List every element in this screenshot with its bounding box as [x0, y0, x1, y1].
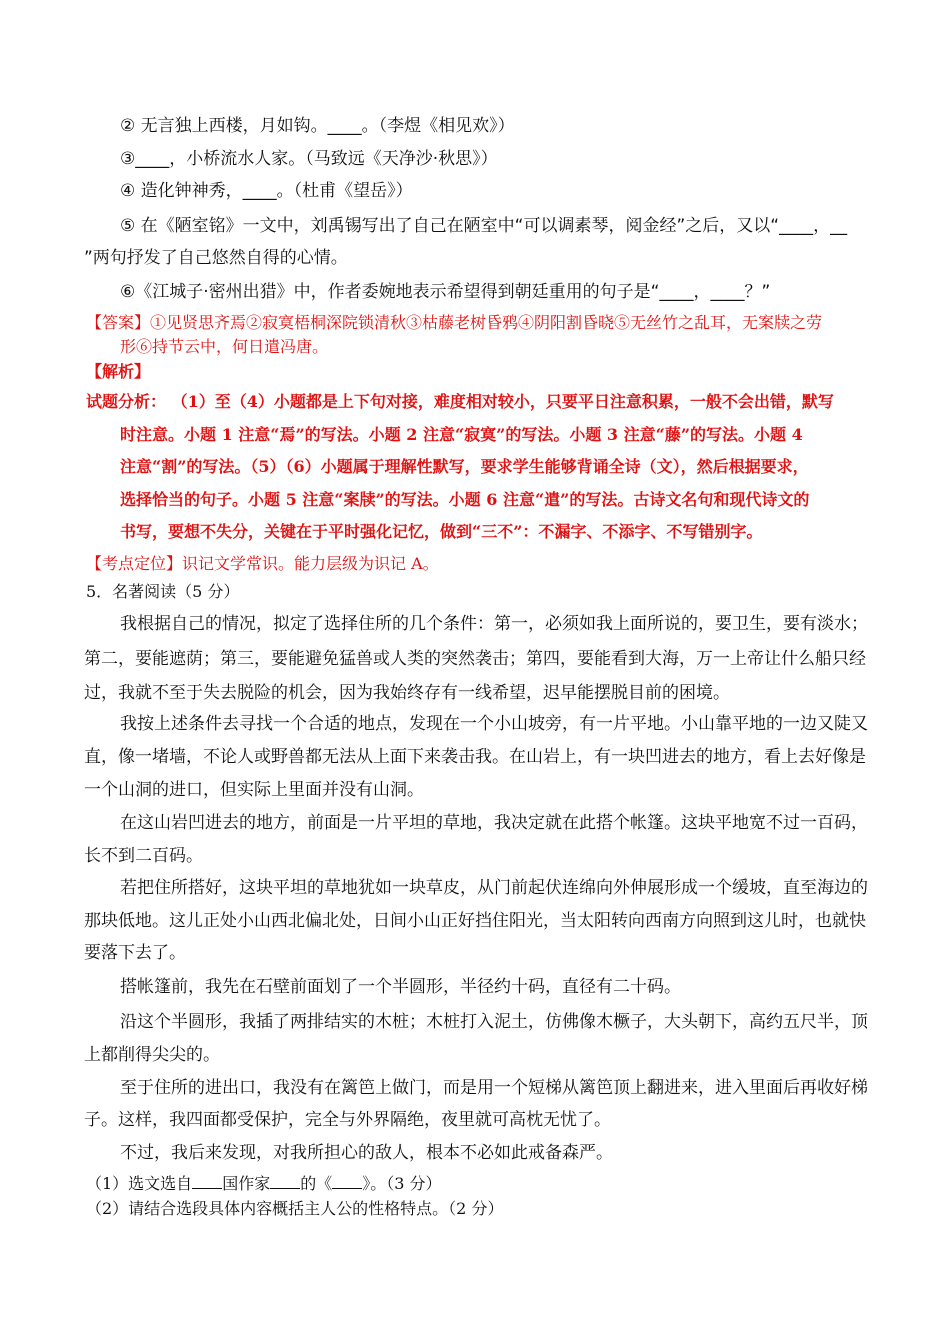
passage-line-8: 长不到二百码。 [84, 846, 203, 866]
passage-line-6: 一个山洞的进口，但实际上里面并没有山洞。 [84, 780, 424, 800]
question-1-blank-country[interactable] [192, 1172, 222, 1189]
passage-line-7: 在这山岩凹进去的地方，前面是一片平坦的草地，我决定就在此搭个帐篷。这块平地宽不过一百码， [120, 813, 868, 833]
poem-item-5: ⑤ 在《陋室铭》一文中，刘禹锡写出了自己在陋室中“可以调素琴，阅金经”之后，又以“____，__ [120, 216, 848, 236]
key-point: 【考点定位】识记文学常识。能力层级为识记 A。 [86, 554, 439, 573]
passage-line-11: 要落下去了。 [84, 943, 186, 963]
question-2: （2）请结合选段具体内容概括主人公的性格特点。（2 分） [86, 1199, 504, 1218]
question-1-suffix: 》。（3 分） [362, 1174, 442, 1193]
question-1-prefix: （1）选文选自 [86, 1174, 193, 1193]
analysis-header: 【解析】 [86, 362, 151, 381]
answer-line-2: 形⑥持节云中，何日遣冯唐。 [120, 337, 329, 356]
poem-item-3: ③____，小桥流水人家。（马致远《天净沙·秋思》） [120, 149, 498, 169]
poem-item-6: ⑥《江城子·密州出猎》中，作者委婉地表示希望得到朝廷重用的句子是“____，____？” [120, 282, 771, 302]
passage-line-3: 过，我就不至于失去脱险的机会，因为我始终存有一线希望，迟早能摆脱目前的困境。 [84, 683, 730, 703]
analysis-line-5: 书写，要想不失分，关键在于平时强化记忆，做到“三不”：不漏字、不添字、不写错别字。 [120, 522, 763, 541]
passage-line-17: 不过，我后来发现，对我所担心的敌人，根本不必如此戒备森严。 [120, 1143, 613, 1163]
question-1 [86, 1172, 442, 1195]
poem-item-4: ④ 造化钟神秀，____。（杜甫《望岳》） [120, 181, 413, 201]
question-1-mid1: 国作家 [222, 1174, 271, 1193]
passage-line-12: 搭帐篷前，我先在石壁前面划了一个半圆形，半径约十码，直径有二十码。 [120, 977, 681, 997]
analysis-line-4: 选择恰当的句子。小题 5 注意“案牍”的写法。小题 6 注意“遣”的写法。古诗文名句和现代诗文的 [120, 490, 810, 509]
passage-line-2: 第二，要能遮荫；第三，要能避免猛兽或人类的突然袭击；第四，要能看到大海，万一上帝让什么船只经 [84, 649, 866, 669]
passage-line-5: 直，像一堵墙，不论人或野兽都无法从上面下来袭击我。在山岩上，有一块凹进去的地方，看上去好像是 [84, 747, 866, 767]
passage-line-10: 那块低地。这儿正处小山西北偏北处，日间小山正好挡住阳光，当太阳转向西南方向照到这儿时，也就快 [84, 911, 866, 931]
passage-line-4: 我按上述条件去寻找一个合适的地点，发现在一个小山坡旁，有一片平地。小山靠平地的一边又陡又 [120, 714, 868, 734]
analysis-line-1: 试题分析： （1）至（4）小题都是上下句对接，难度相对较小，只要平日注意积累，一般不会出错，默写 [86, 392, 834, 411]
question-1-blank-title[interactable] [332, 1172, 362, 1189]
analysis-line-2: 时注意。小题 1 注意“焉”的写法。小题 2 注意“寂寞”的写法。小题 3 注意“藤”的写法。小题 4 [120, 425, 803, 444]
passage-line-16: 子。这样，我四面都受保护，完全与外界隔绝，夜里就可高枕无忧了。 [84, 1110, 611, 1130]
answer-line-1: 【答案】①见贤思齐焉②寂寞梧桐深院锁清秋③枯藤老树昏鸦④阴阳割昏晓⑤无丝竹之乱耳，无案牍之劳 [86, 313, 823, 332]
passage-line-14: 上都削得尖尖的。 [84, 1045, 220, 1065]
question-1-blank-author[interactable] [270, 1172, 300, 1189]
poem-item-2: ② 无言独上西楼，月如钩。____。（李煜《相见欢》） [120, 116, 515, 136]
passage-line-9: 若把住所搭好，这块平坦的草地犹如一块草皮，从门前起伏连绵向外伸展形成一个缓坡，直至海边的 [120, 878, 868, 898]
passage-line-1: 我根据自己的情况，拟定了选择住所的几个条件：第一，必须如我上面所说的，要卫生，要有淡水； [120, 614, 868, 634]
passage-line-13: 沿这个半圆形，我插了两排结实的木桩；木桩打入泥土，仿佛像木橛子，大头朝下，高约五尺半，顶 [120, 1012, 868, 1032]
poem-item-5-cont: ”两句抒发了自己悠然自得的心情。 [84, 248, 348, 268]
question-1-mid2: 的《 [300, 1174, 333, 1193]
section-5-title: 5．名著阅读（5 分） [86, 582, 240, 601]
analysis-line-3: 注意“割”的写法。（5）（6）小题属于理解性默写，要求学生能够背诵全诗（文），然后根据要求， [120, 457, 809, 476]
passage-line-15: 至于住所的进出口，我没有在篱笆上做门，而是用一个短梯从篱笆顶上翻进来，进入里面后再收好梯 [120, 1078, 868, 1098]
